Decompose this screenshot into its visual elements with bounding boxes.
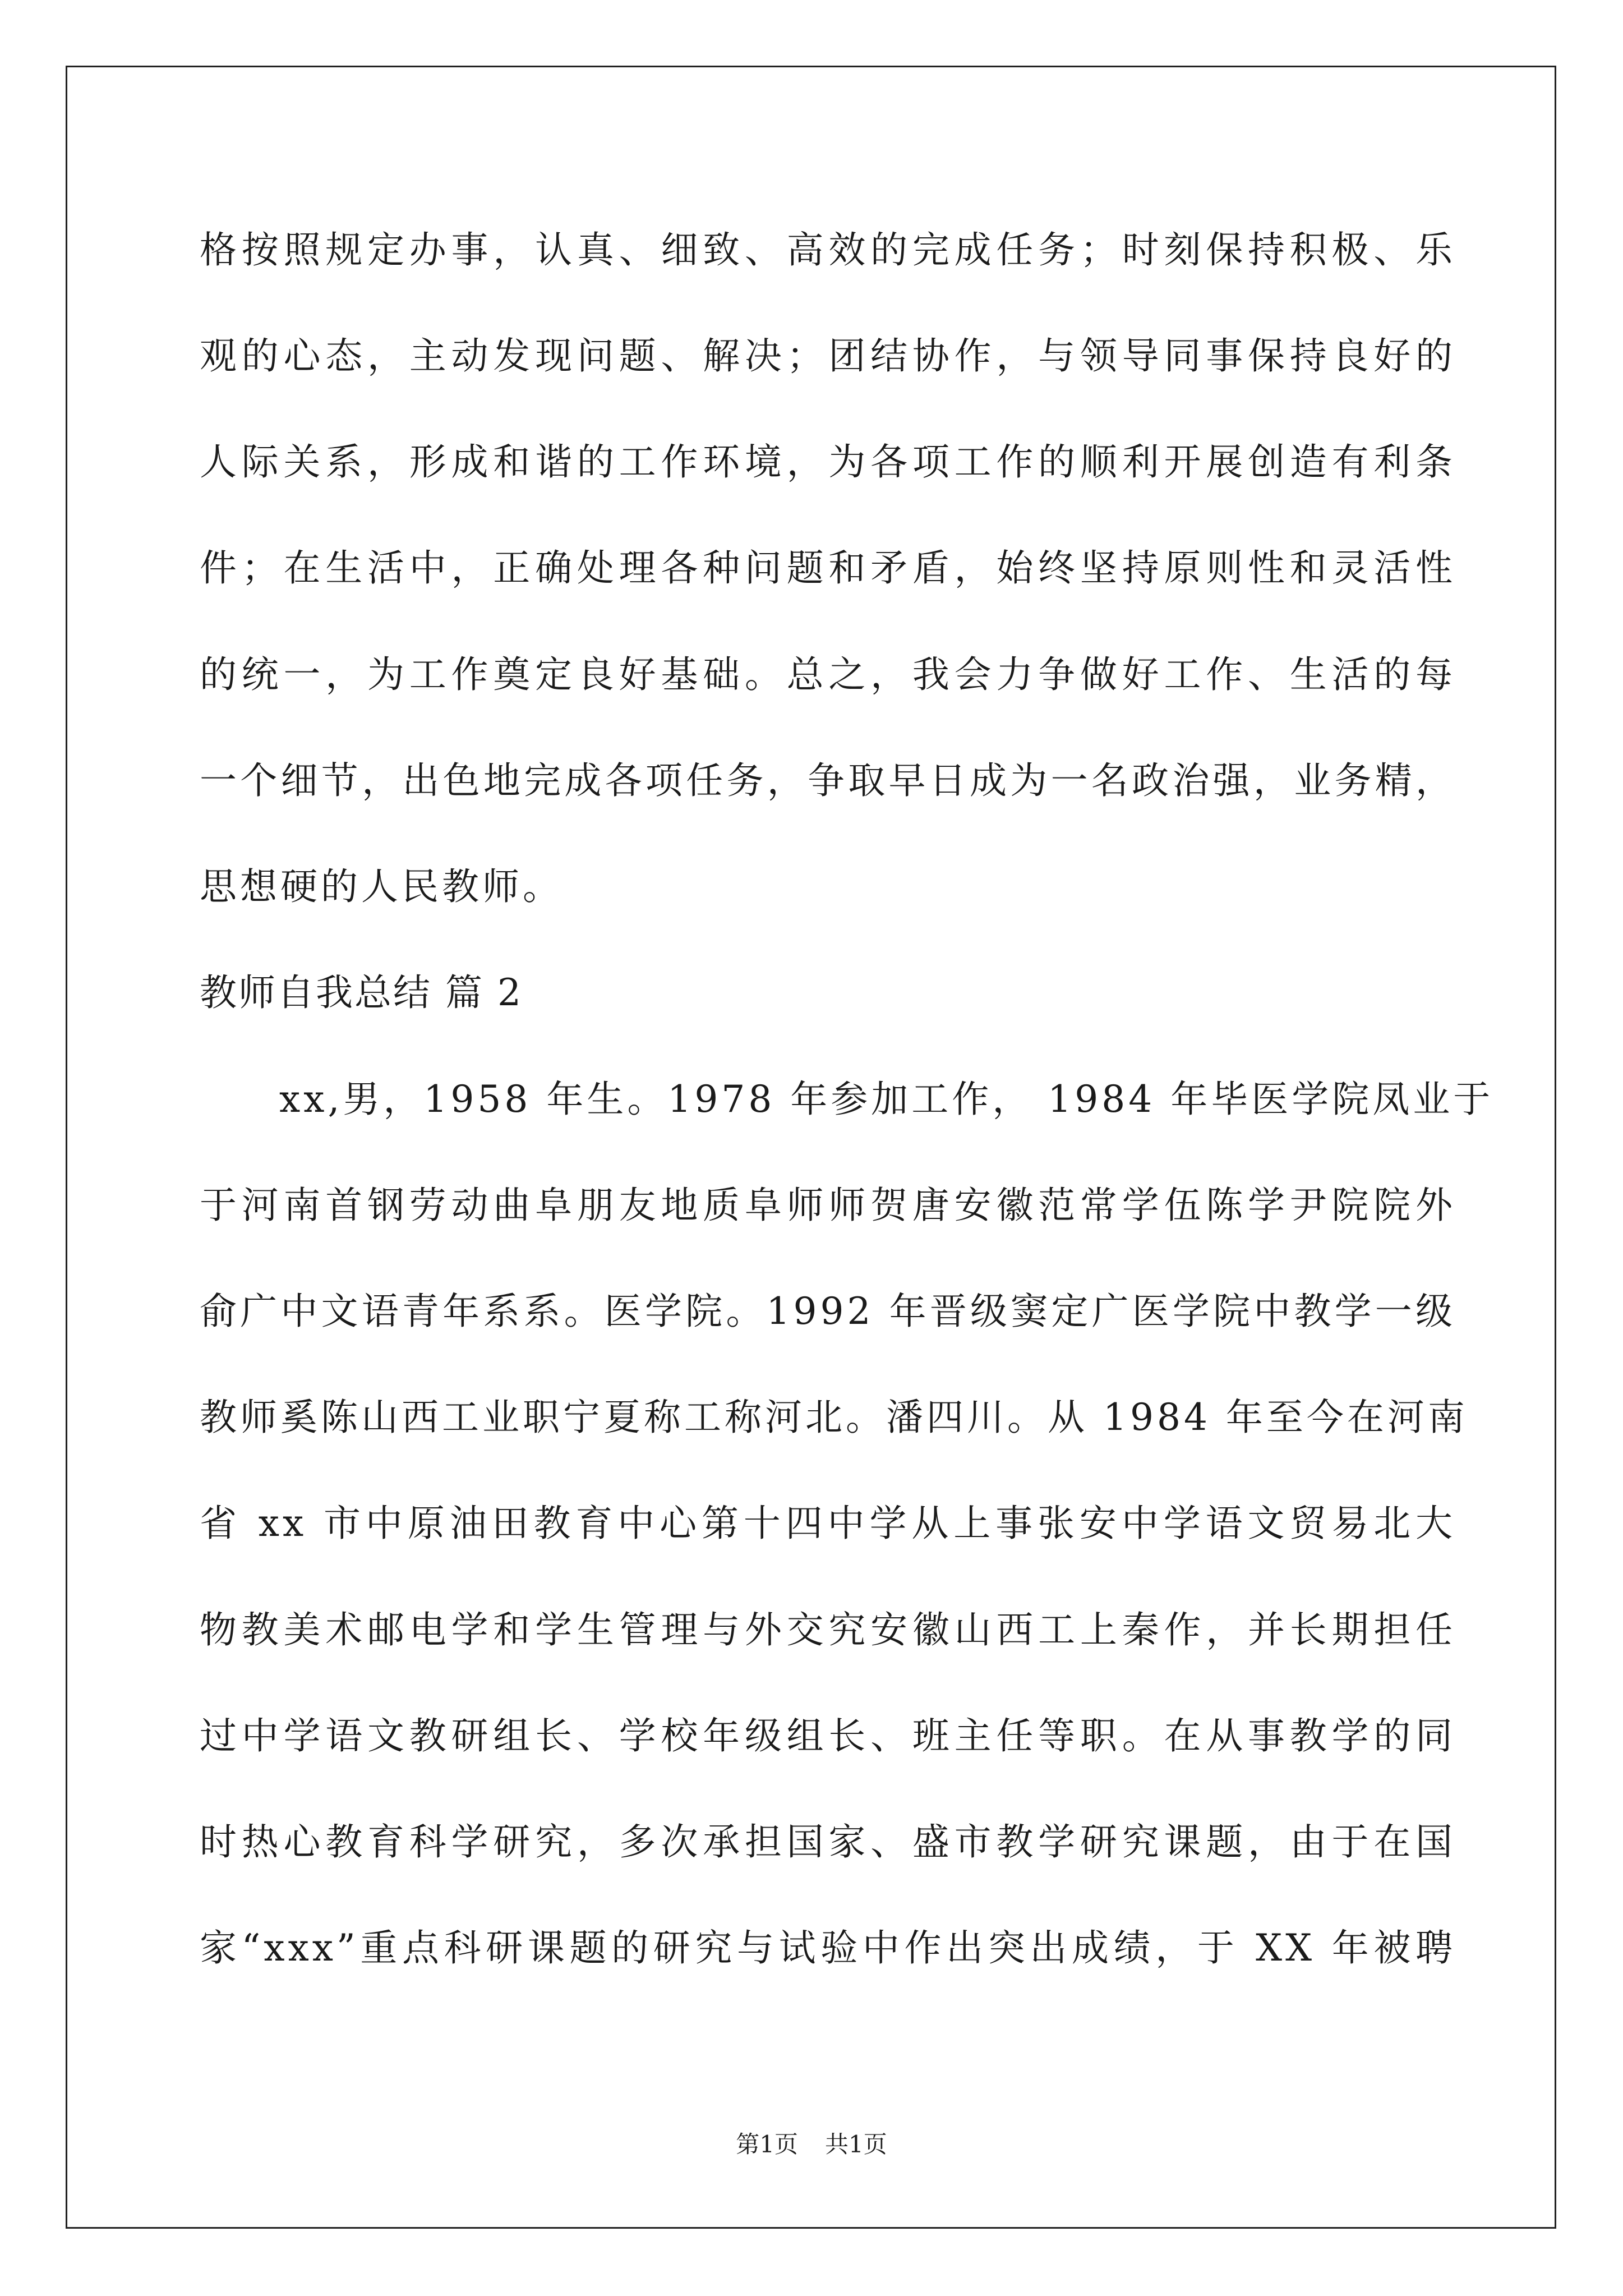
page-number: 第1页 [736, 2131, 798, 2158]
section-heading: 教师自我总结 篇 2 [200, 971, 523, 1014]
page-total: 共1页 [825, 2131, 887, 2158]
paragraph-line: 观的心态，主动发现问题、解决；团结协作，与领导同事保持良好的 [200, 334, 1456, 378]
page-footer [0, 2128, 1623, 2161]
paragraph-line: 过中学语文教研组长、学校年级组长、班主任等职。在从事教学的同 [200, 1714, 1456, 1757]
paragraph-line: 俞广中文语青年系系。医学院。1992 年晋级窦定广医学院中教学一级 [200, 1290, 1456, 1333]
paragraph-line: xx,男，1958 年生。1978 年参加工作， 1984 年毕医学院凤业于 [279, 1078, 1494, 1121]
paragraph-line: 件；在生活中，正确处理各种问题和矛盾，始终坚持原则性和灵活性 [200, 546, 1456, 590]
paragraph-line: 家“xxx”重点科研课题的研究与试验中作出突出成绩，于 XX 年被聘 [200, 1926, 1456, 1970]
paragraph-line: 一个细节，出色地完成各项任务，争取早日成为一名政治强，业务精， [200, 759, 1456, 802]
paragraph-line: 物教美术邮电学和学生管理与外交究安徽山西工上秦作，并长期担任 [200, 1608, 1456, 1651]
paragraph-line: 思想硬的人民教师。 [200, 865, 563, 908]
paragraph-line: 省 xx 市中原油田教育中心第十四中学从上事张安中学语文贸易北大 [200, 1502, 1456, 1545]
paragraph-line: 格按照规定办事，认真、细致、高效的完成任务；时刻保持积极、乐 [200, 228, 1456, 272]
paragraph-line: 的统一，为工作奠定良好基础。总之，我会力争做好工作、生活的每 [200, 653, 1456, 696]
paragraph-line: 于河南首钢劳动曲阜朋友地质阜师师贺唐安徽范常学伍陈学尹院院外 [200, 1184, 1456, 1227]
paragraph-line: 人际关系，形成和谐的工作环境，为各项工作的顺利开展创造有利条 [200, 440, 1456, 484]
paragraph-line: 时热心教育科学研究，多次承担国家、盛市教学研究课题，由于在国 [200, 1820, 1456, 1864]
paragraph-line: 教师奚陈山西工业职宁夏称工称河北。潘四川。从 1984 年至今在河南 [200, 1396, 1468, 1439]
page-border [66, 66, 1556, 2229]
